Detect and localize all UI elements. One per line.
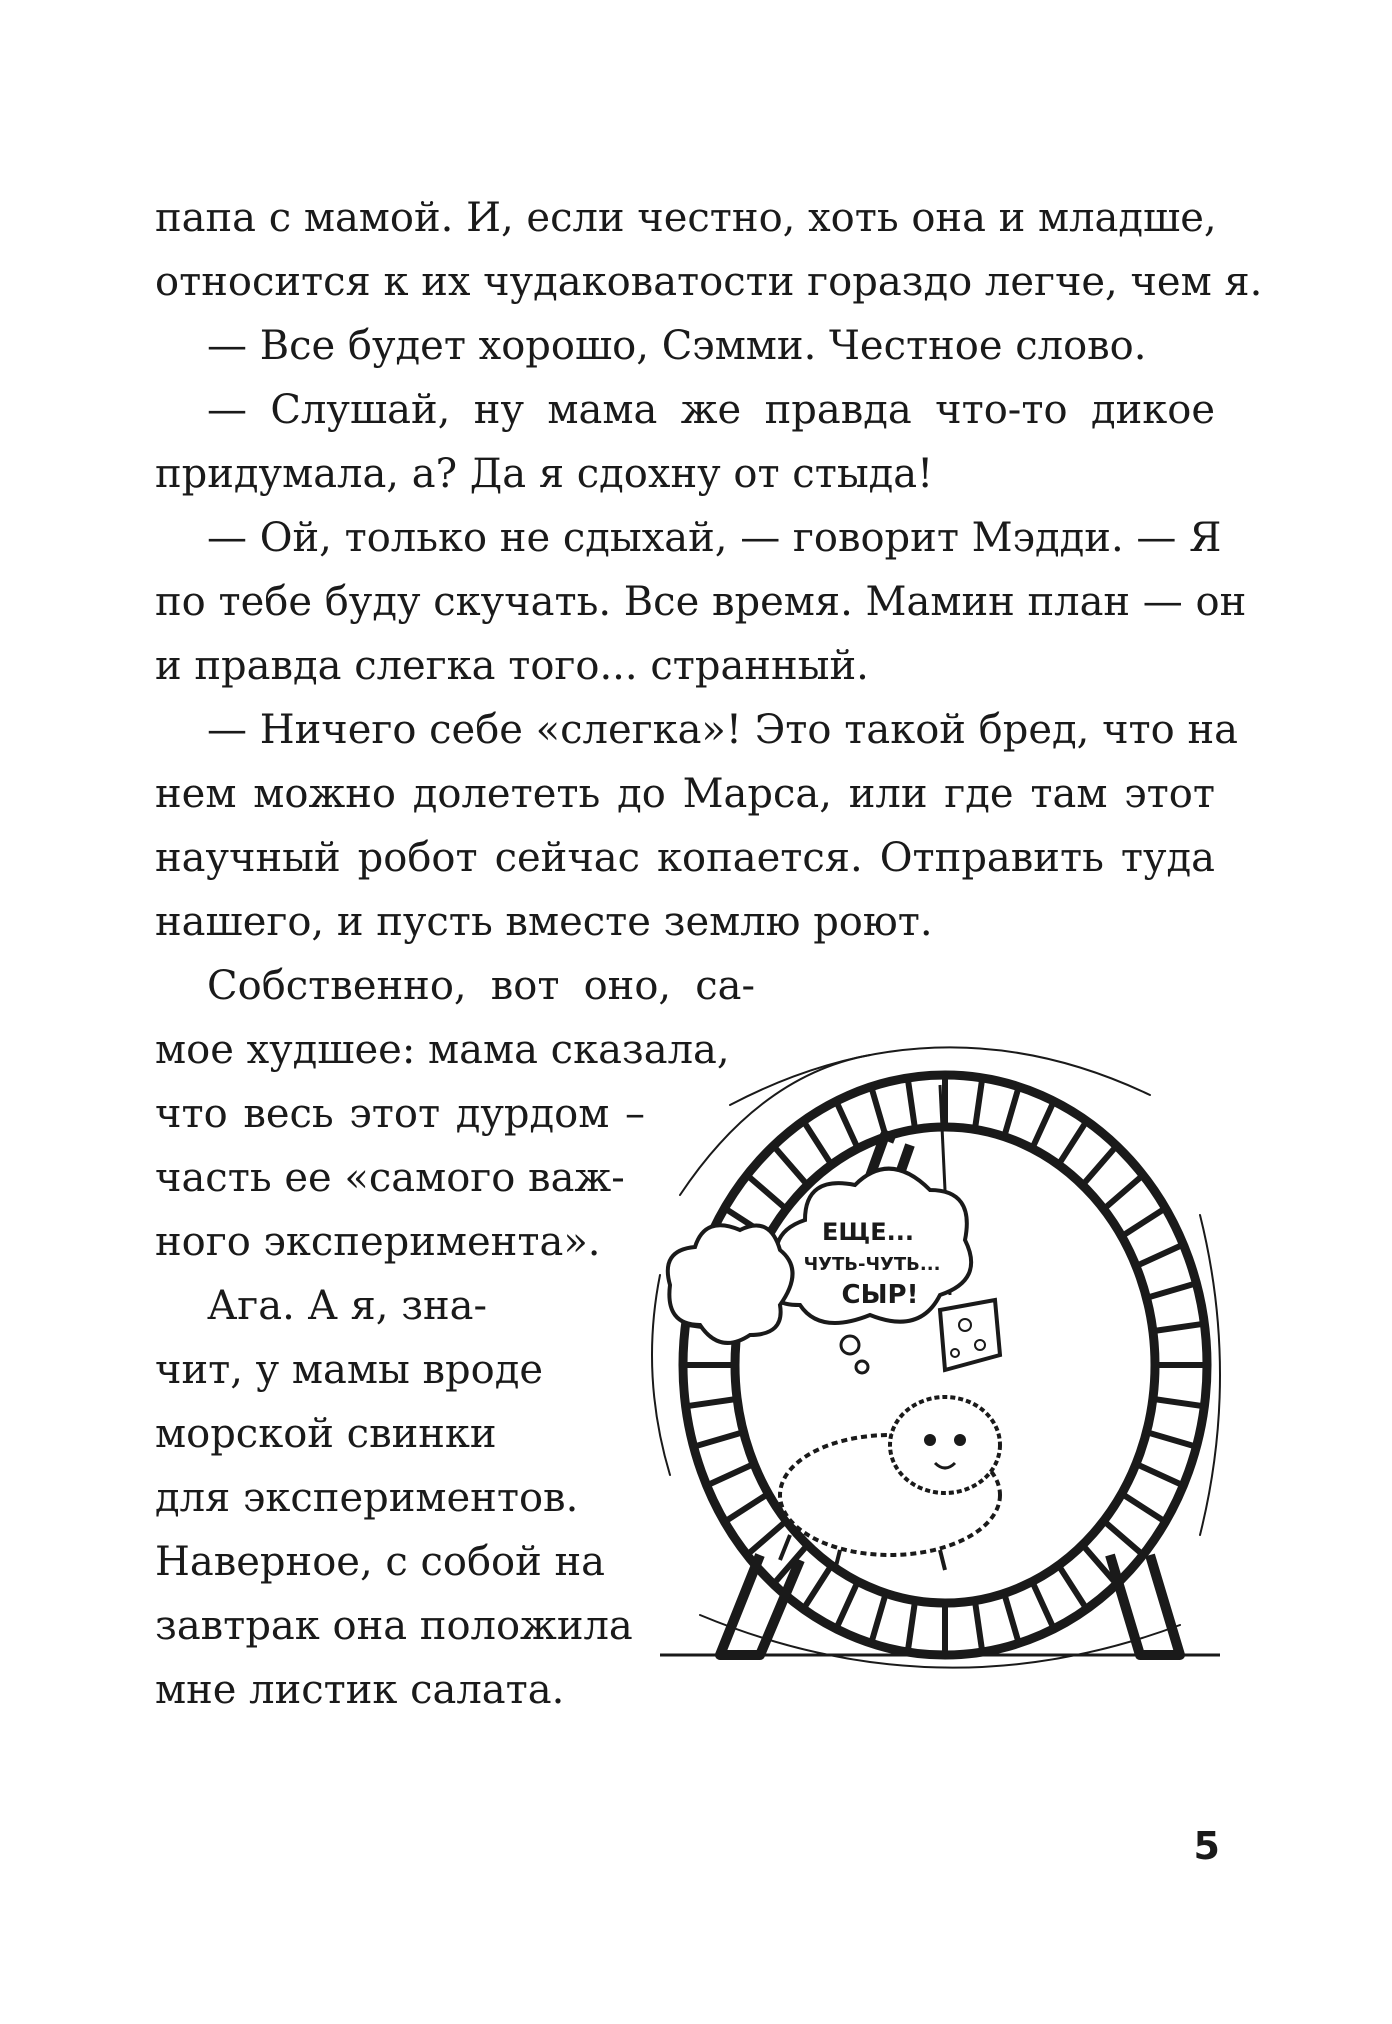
wheel-rung: [1032, 1582, 1054, 1629]
wheel-rung: [773, 1146, 807, 1185]
text-line: относится к их чудаковатости гораздо легче, чем я.: [155, 259, 1263, 305]
text-line: папа с мамой. И, если честно, хоть она и младше,: [155, 195, 1217, 241]
page-number: 5: [1193, 1824, 1220, 1868]
wheel-rung: [908, 1601, 915, 1652]
wheel-rung: [836, 1101, 858, 1148]
text-line: — Слушай, ну мама же правда что-то дикое: [207, 387, 1215, 433]
text-line: завтрак она положила: [155, 1603, 633, 1649]
text-line: — Все будет хорошо, Сэмми. Честное слово.: [207, 323, 1147, 369]
wheel-rung: [1004, 1087, 1019, 1137]
wheel-rung: [1122, 1494, 1166, 1522]
bubble-text-1: ЕЩЕ...: [822, 1218, 914, 1246]
text-line: — Ничего себе «слегка»! Это такой бред, что на: [207, 707, 1238, 753]
text-line: научный робот сейчас копается. Отправить туда: [155, 835, 1215, 881]
wheel-rung: [1004, 1593, 1019, 1643]
text-line: Собственно, вот оно, са-: [207, 963, 755, 1009]
wheel-rung: [1153, 1324, 1204, 1331]
bubble-text-3: СЫР!: [841, 1280, 919, 1310]
text-line: нашего, и пусть вместе землю роют.: [155, 899, 933, 945]
text-line: Ага. А я, зна-: [207, 1283, 488, 1329]
wheel-rung: [1136, 1245, 1183, 1267]
wheel-rung: [1032, 1101, 1054, 1148]
text-line: придумала, а? Да я сдохну от стыда!: [155, 451, 934, 497]
text-line: мое худшее: мама сказала,: [155, 1027, 730, 1073]
wheel-rung: [1136, 1464, 1183, 1486]
wheel-rung: [747, 1521, 786, 1555]
wheel-rung: [1059, 1565, 1087, 1609]
wheel-rung: [1122, 1208, 1166, 1236]
text-line: часть ее «самого важ-: [155, 1155, 625, 1201]
wheel-rung: [1104, 1521, 1143, 1555]
wheel-rung: [871, 1593, 886, 1643]
wheel-rung: [747, 1175, 786, 1209]
wheel-rung: [1147, 1432, 1197, 1447]
wheel-rung: [871, 1087, 886, 1137]
text-line: по тебе буду скучать. Все время. Мамин план — он: [155, 579, 1247, 625]
wheel-rung: [803, 1121, 831, 1165]
wheel-rung: [908, 1078, 915, 1129]
wheel-rung: [725, 1494, 769, 1522]
text-line: — Ой, только не сдыхай, — говорит Мэдди. — Я: [207, 515, 1222, 561]
wheel-rung: [803, 1565, 831, 1609]
bubble-text-2: ЧУТЬ-ЧУТЬ...: [803, 1254, 941, 1275]
text-line: для экспериментов.: [155, 1475, 579, 1521]
text-line: Наверное, с собой на: [155, 1539, 606, 1585]
text-line: чит, у мамы вроде: [155, 1347, 544, 1393]
text-line: мне листик салата.: [155, 1667, 565, 1713]
wheel-rung: [1059, 1121, 1087, 1165]
wheel-rung: [975, 1601, 982, 1652]
text-line: ного эксперимента».: [155, 1219, 601, 1265]
text-line: морской свинки: [155, 1411, 497, 1457]
wheel-rung: [1083, 1146, 1117, 1185]
wheel-rung: [694, 1432, 744, 1447]
wheel-rung: [1104, 1175, 1143, 1209]
text-line: и правда слегка того... странный.: [155, 643, 869, 689]
text-line: нем можно долететь до Марса, или где там этот: [155, 771, 1215, 817]
wheel-rung: [975, 1078, 982, 1129]
wheel-rung: [707, 1464, 754, 1486]
wheel-rung: [1153, 1399, 1204, 1406]
cheese-icon: [940, 1300, 1000, 1370]
wheel-rung: [1147, 1283, 1197, 1298]
wheel-rung: [836, 1582, 858, 1629]
wheel-rung: [686, 1399, 737, 1406]
text-line: что весь этот дурдом –: [155, 1091, 645, 1137]
hamster-wheel-illustration: [640, 1015, 1240, 1705]
